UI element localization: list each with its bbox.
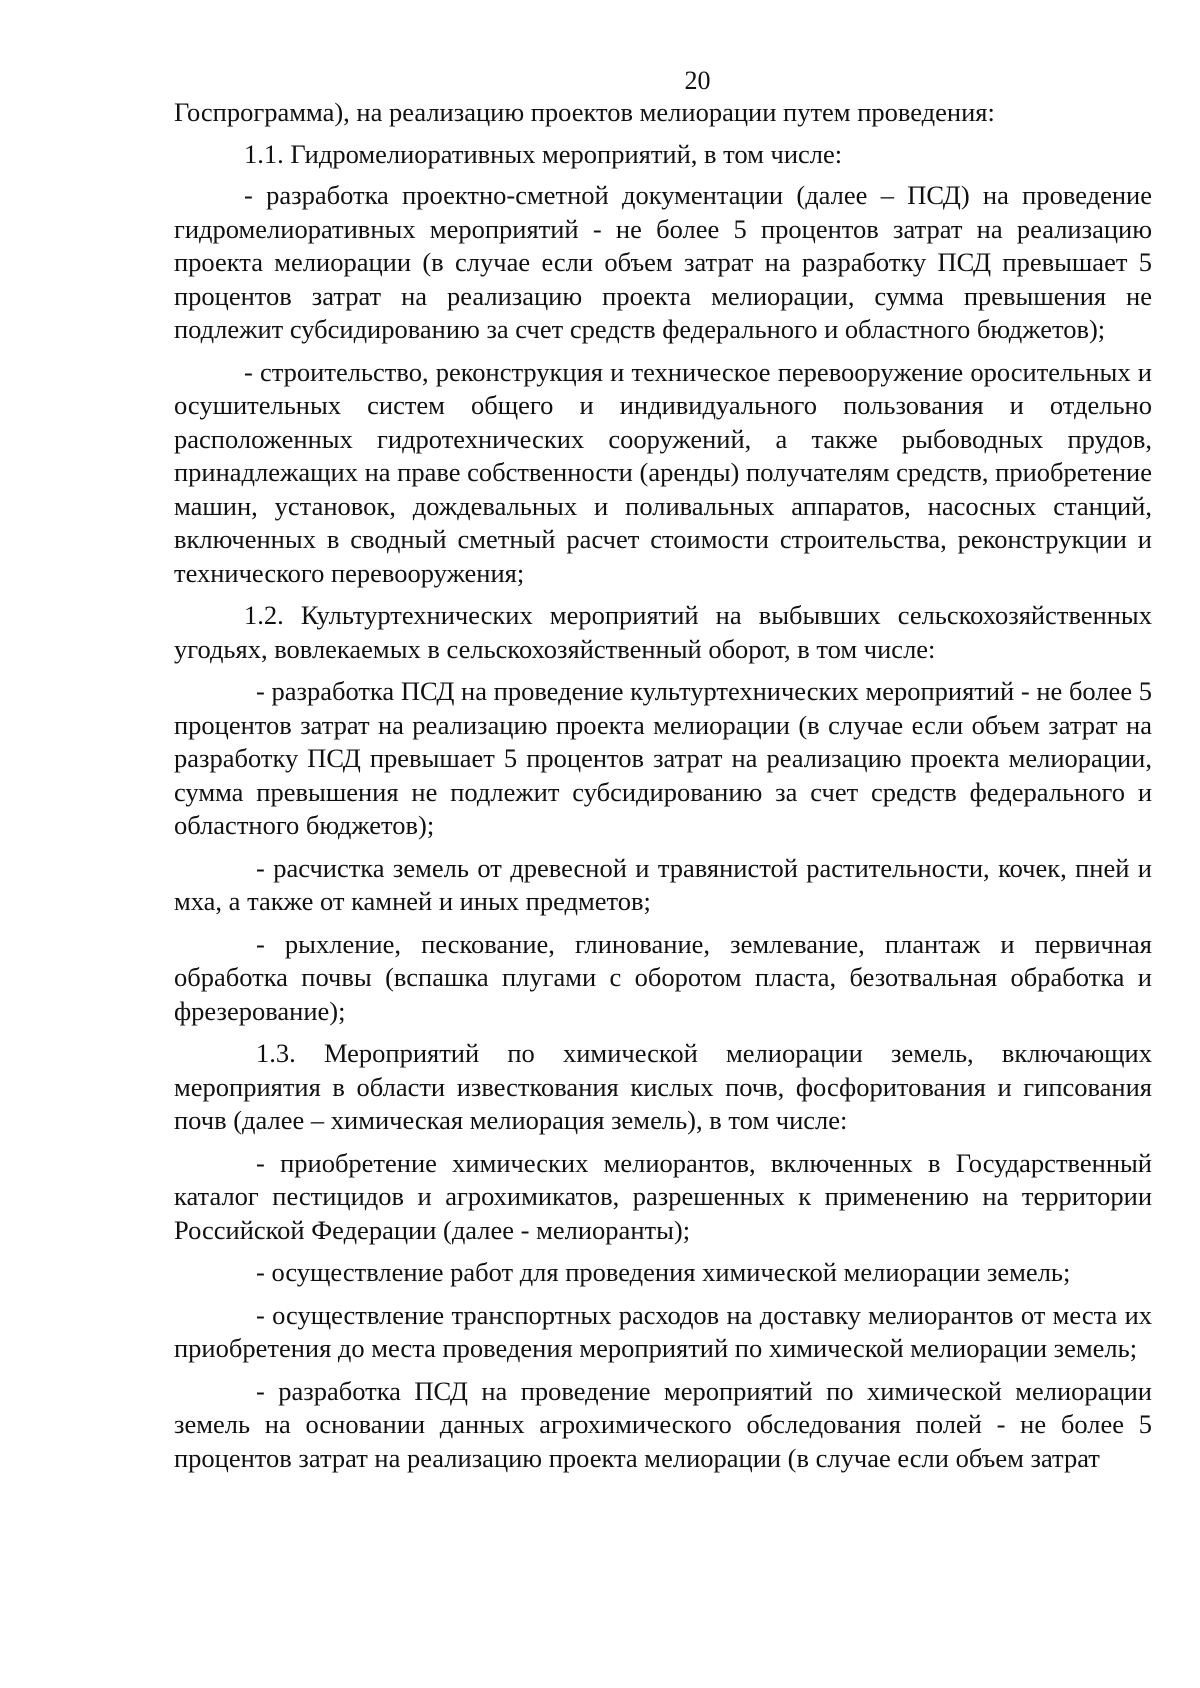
- document-body: [174, 96, 1152, 1484]
- page-number: 20: [684, 66, 711, 95]
- paragraph-item-psd-culture: - разработка ПСД на проведение культуртехнических мероприятий - не более 5 процентов затрат на реализацию проекта мелиорации (в случае если объем затрат на разработку ПСД превышает 5 процентов затрат на реализацию проекта мелиорации, сумма превышения не подлежит субсидированию за счет средств федерального и областного бюджетов);: [174, 676, 1152, 840]
- paragraph-item-clearing: - расчистка земель от древесной и травянистой растительности, кочек, пней и мха, а также от камней и иных предметов;: [174, 852, 1152, 916]
- paragraph-item-psd-hydro: - разработка проектно-сметной документации (далее – ПСД) на проведение гидромелиоративных мероприятий - не более 5 процентов затрат на реализацию проекта мелиорации (в случае если объем затрат на разработку ПСД превышает 5 процентов затрат на реализацию проекта мелиорации, сумма превышения не подлежит субсидированию за счет средств федерального и областного бюджетов);: [174, 180, 1152, 344]
- paragraph-section-1-1: 1.1. Гидромелиоративных мероприятий, в том числе:: [244, 138, 843, 169]
- paragraph-section-1-3: 1.3. Мероприятий по химической мелиорации земель, включающих мероприятия в области известкования кислых почв, фосфоритования и гипсования почв (далее – химическая мелиорация земель), в том числе:: [174, 1038, 1152, 1135]
- paragraph-item-ameliorants: - приобретение химических мелиорантов, включенных в Государственный каталог пестицидов и агрохимикатов, разрешенных к применению на территории Российской Федерации (далее - мелиоранты);: [174, 1147, 1152, 1245]
- paragraph-item-transport: - осуществление транспортных расходов на доставку мелиорантов от места их приобретения до места проведения мероприятий по химической мелиорации земель;: [174, 1299, 1152, 1363]
- paragraph-item-soil-treatment: - рыхление, пескование, глинование, землевание, плантаж и первичная обработка почвы (вспашка плугами с оборотом пласта, безотвальная обработка и фрезерование);: [174, 928, 1152, 1026]
- paragraph-item-chemical-works: - осуществление работ для проведения химической мелиорации земель;: [256, 1257, 1071, 1287]
- paragraph-section-1-2: 1.2. Культуртехнических мероприятий на выбывших сельскохозяйственных угодьях, вовлекаемых в сельскохозяйственный оборот, в том числе:: [174, 600, 1152, 664]
- paragraph-item-psd-chemical: - разработка ПСД на проведение мероприятий по химической мелиорации земель на основании данных агрохимического обследования полей - не более 5 процентов затрат на реализацию проекта мелиорации (в случае если объем затрат: [174, 1375, 1152, 1473]
- paragraph-continuation: Госпрограмма), на реализацию проектов мелиорации путем проведения:: [174, 97, 995, 127]
- paragraph-item-construction: - строительство, реконструкция и техническое перевооружение оросительных и осушительных систем общего и индивидуального пользования и отдельно расположенных гидротехнических сооружений, а также рыбоводных прудов, принадлежащих на праве собственности (аренды) получателям средств, приобретение машин, установок, дождевальных и поливальных аппаратов, насосных станций, включенных в сводный сметный расчет стоимости строительства, реконструкции и технического перевооружения;: [174, 356, 1152, 588]
